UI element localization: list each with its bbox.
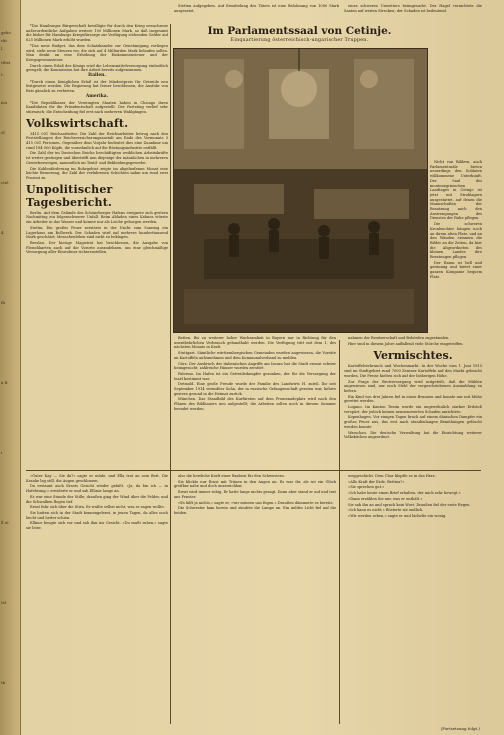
paragraph: Stetten aufgegeben. Auf Ermittelung des Täters ist eine Belohnung von 1000 Mark ausgesetzt. — [174, 4, 339, 13]
paragraph: eines schweren Unwetters heimgesucht. Der Hagel vernichtete die Saaten auf weiten Strecken; der Schaden ist bedeutend. — [344, 4, 482, 13]
column-photo-caption — [430, 160, 482, 335]
heading-vermischtes: Vermischtes. — [373, 349, 453, 363]
paragraph: Ellinor beugte sich vor und sah ihm ins Gesicht. »Du mußt ruhen,« sagte sie leise. — [26, 521, 168, 531]
paragraph: Palermo. Im Hafen ist ein Getreidedampfer gesunken, der für die Versorgung der Insel bestimmt war. — [174, 371, 336, 381]
paragraph: Berlin. Auf dem Gelände des Schöneberger Hafens ereignete sich gestern Nachmittag ein folgenschwerer Unfall. Beim Abladen eines Kahnes stürzte ein Arbeiter in das Wasser und konnte nur als Leiche geborgen werden. — [26, 210, 168, 225]
paragraph: nahmen der Besitzerschaft und Behörden zugestanden. — [348, 336, 450, 340]
paragraph: 3415 001 Reichsarbeiter. Die Zahl der Reichsarbeiter betrug nach den Feststellungen der Reichsversicherungsanstalt am Ende des Vormonats 3 415 001 Personen. Gegenüber dem Vorjahr bedeutet dies eine Zunahme um rund 184 000 Köpfe, die vornehmlich auf die Rüstungsindustrie entfällt. — [26, 131, 168, 150]
paragraph: Nicht von Bildern, auch Parlamentssäle bieten neuerdings den Soldaten willkommene Unterkunft. Der Saal des montenegrinischen Landtages in Cetinje ist jetzt mit Strohlagern ausgestattet, auf denen die Mannschaften der Besatzung nach den Anstrengungen des Dienstes der Ruhe pflegen. — [430, 160, 482, 221]
paragraph: Warschau. Die deutsche Verwaltung hat die Einrichtung weiterer Volksküchen angeordnet. — [344, 430, 482, 440]
section-heading: Italien. — [88, 73, 106, 79]
picture-caption-block — [174, 25, 425, 47]
paragraph: Durch einen Erlaß des Königs wird die Lebensmittelversorgung einheitlich geregelt; die Kommission hat ihre Arbeit bereits aufgenommen. — [26, 63, 168, 73]
paragraph: Es war eine Stunde der Stille; draußen ging der Wind über die Felder, und die Schwalben flogen tief. — [26, 494, 168, 504]
paragraph: Die Kohlenförderung im Ruhrgebiet zeigte im abgelaufenen Monat eine leichte Besserung; die Zahl der verfahrenen Schichten nahm um rund zwei Prozent zu. — [26, 166, 168, 180]
spine-fragment: ctel — [1, 180, 9, 185]
paragraph: »Guter Kay — Sie da?« sagte er müde, und Ella trat an sein Bett. Die Kranke lag still, die Augen geschlossen. — [26, 474, 168, 483]
paragraph: Der Raum ist hell und geräumig und bietet einer ganzen Kompanie bequem Platz. — [430, 260, 482, 279]
paragraph: Zur Frage der Brotversorgung wird mitgeteilt, daß die Mühlen angewiesen sind, nur noch Mehl der vorgeschriebenen Ausmahlung zu liefern. — [344, 379, 482, 393]
column-divider — [339, 340, 340, 724]
paragraph: Sie hatten sich in der Stadt kennengelernt, in jenen Tagen, da alles noch leicht und heiter schien. — [26, 510, 168, 520]
spine-fragment: gehe — [1, 30, 11, 35]
paragraph: Kopenhagen. Vor einigen Tagen brach auf einem dänischen Dampfer ein großes Feuer aus, das erst nach stundenlangen Bemühungen gelöscht werden konnte. — [344, 415, 482, 429]
column-top-mid — [174, 4, 339, 24]
spine-fragment: rkt — [1, 38, 7, 43]
spine-fragment: iiei — [1, 100, 8, 105]
spine-fragment: 4. — [1, 230, 5, 235]
story-column-3 — [344, 474, 482, 714]
heading-tagesbericht: Unpolitischer Tagesbericht. — [26, 182, 113, 209]
paragraph: Da erstaunt auch Ernsts Gesicht wieder gefaßt. »Ja, da bin ich — in Hafelwang,« erwiderte er und sah Ellinor lange an. — [26, 484, 168, 494]
picture-subtitle: Einquartierung österreichisch-ungarischer Truppen. — [230, 38, 369, 43]
paragraph: »Wir werden sehen,« sagte er und lächelte ein wenig. — [348, 513, 447, 518]
paragraph: Sie sah ihn an und sprach kein Wort. Draußen fiel der erste Regen. — [348, 502, 471, 507]
paragraph: Stettin. Ein großes Feuer zerstörte in der Nacht zum Sonntag ein Lagerhaus am Bollwerk. Der Schaden wird auf mehrere hunderttausend Mark geschätzt; Menschenleben sind nicht zu beklagen. — [26, 225, 168, 240]
paragraph: München. Das Standbild des Kurfürsten auf dem Promenadeplatz wird nach den Plänen des Bildhauers neu aufgestellt; die Arbeiten sollen noch in diesem Sommer beendet werden. — [174, 397, 336, 411]
spine-fragment: tk — [1, 680, 6, 685]
paragraph: Stuttgart. Sämtliche württembergischen Gemeinden wurden angewiesen, die Vorräte an Kartoffeln aufzunehmen und dem Kommunalverband zu melden. — [174, 351, 336, 360]
paragraph: »Sie sprechen gut.« — [348, 485, 385, 490]
spine-fragment: ll ei — [1, 520, 9, 525]
paragraph: »Es hilft ja nichts,« sagte er, »wir müssen uns fügen.« Draußen dämmerte es bereits. — [178, 500, 334, 505]
paragraph: Ernst fuhr sich über die Stirn. Er wußte selbst nicht, was er sagen wollte. — [30, 505, 165, 510]
paragraph: Sie blickte nur Ernst mit Tränen in den Augen an. Es war ihr, als sei ein Glück greifbar nahe und doch unerreichbar. — [174, 479, 336, 489]
spine-fragment: tsl — [1, 600, 6, 605]
paragraph: Breslau. Der hiesige Magistrat hat beschlossen, die Ausgabe von Fleischkarten auch auf die Vororte auszudehnen, um eine gleichmäßige Versorgung aller Einwohner sicherzustellen. — [26, 240, 168, 255]
paragraph: Lugano. Im Kanton Tessin wurde ein ungewöhnlich starker Erdstoß verspürt, der jedoch keinen nennenswerten Schaden anrichtete. — [344, 405, 482, 414]
paragraph: »Alle Kraft der Erde, Bettina?« — [348, 479, 405, 484]
paragraph: Görz. Der Ausbruch der italienischen Angriffe am Isonzo hat die Stadt erneut schwer heimgesucht; zahlreiche Häuser wurden zerstört. — [174, 361, 336, 371]
paragraph: Die Schwester kam herein und zündete die Lampe an. Ein mildes Licht fiel auf die beiden. — [174, 506, 336, 515]
picture-title: Im Parlamentssaal von Cetinje. — [207, 25, 392, 37]
spine-fragment: öl — [1, 130, 5, 135]
paragraph: Detmold. Eine große Freude wurde der Familie des Landwirts H. zuteil. Ihr seit September 1914 vermißter Sohn, der in russische Gefangenschaft geraten war, kehrte gestern gesund in die Heimat zurück. — [174, 382, 336, 396]
continued-note: (Fortsetzung folgt.) — [440, 726, 480, 731]
paragraph: »Ich kann es nicht,« flüsterte sie endlich. — [348, 508, 424, 513]
paragraph: *Die Republikaner der Vereinigten Staaten haben in Chicago ihren Kandidaten für die Präsidentschaft aufgestellt. Der Parteitag verlief sehr stürmisch; die Entscheidung fiel erst nach mehreren Wahlgängen. — [26, 100, 168, 114]
paragraph: Die schweren Kronleuchter hängen noch an ihrem alten Platz, und an den Wänden erinnern die Bilder an die Zeiten, da hier die Abgeordneten des kleinen Landes ihre Beratungen pflogen. — [430, 222, 482, 260]
story-column-2 — [174, 474, 336, 722]
paragraph: »Dann erzählen Sie mir, was er enthält.« — [348, 496, 423, 501]
binding-spine — [0, 0, 21, 735]
paragraph: *Die Hamburger Bürgerschaft bewilligte für durch den Krieg erwachsene außerordentliche Aufgaben weitere 100 Millionen Mark, so daß insgesamt die bisher für Hamburgs Kriegsfürsorge zur Verfügung stehenden Gelder auf 625 Millionen Mark erhöht wurden. — [26, 24, 168, 43]
parliament-hall-photo — [173, 48, 428, 333]
paragraph: Ernst wird immer ruhig. Er hatte lange nichts gesagt. Dann aber stand er auf und trat ans Fenster. — [174, 490, 336, 499]
column-top-right — [344, 4, 482, 24]
spine-fragment: i — [1, 450, 3, 455]
paragraph: weggeschickt. Dem Chor klopfte es in das Herz. — [348, 474, 436, 478]
spine-fragment: ttbei — [1, 60, 11, 65]
paragraph: Ein Kind von drei Jahren fiel in einen Brunnen und konnte nur mit Mühe gerettet werden. — [344, 394, 482, 404]
column-divider — [170, 24, 171, 724]
paragraph: *Durch einen königlichen Erlaß ist der Mindestpreis für Getreide neu festgesetzt worden. Die Regierung hat ferner beschlossen, die Ausfuhr von Reis gänzlich zu verbieten. — [26, 79, 168, 94]
column-lower-mid — [174, 336, 336, 466]
paragraph: also die herrliche Kraft einer Brabeut für den Schwestern. — [178, 474, 285, 478]
column-politics — [26, 24, 168, 490]
paragraph: Kartoffelverbrauch und Wochenmarkt. In der Woche vom 1. Juni 1915 sind im Stadtgebiet rund 7000 Zentner Kartoffeln auf den Markt gebracht worden. Die Preise hielten sich auf der bisherigen Höhe. — [344, 364, 482, 378]
paragraph: Die Zahl der im Deutschen Reiche beschäftigten weiblichen Arbeitskräfte ist weiter gestiegen und übertrifft nun diejenige der männlichen in mehreren Gewerbezweigen, namentlich im Textil- und Bekleidungsgewerbe. — [26, 151, 168, 165]
spine-fragment: l. — [1, 46, 4, 51]
paragraph: *Das neue Budget, das dem Schatzkanzler zur Genehmigung vorliegen wird, sieht neue Steuern vor, die sich auf 4 Milliarden Mark belaufen sollen. Man denkt an eine Erhöhung der Einkommensteuer und der Kriegsgewinnsteuer. — [26, 43, 168, 62]
section-heading: Amerika. — [85, 93, 109, 99]
paragraph: Hier sind in diesem Jahre auffallend viele Störche eingetroffen. — [348, 341, 464, 346]
column-lower-right — [344, 336, 482, 466]
spine-fragment: Ri — [1, 300, 6, 305]
photo-illustration — [174, 49, 427, 332]
spine-fragment: t. — [1, 72, 4, 77]
heading-volkswirtschaft: Volkswirtschaft. — [26, 116, 129, 130]
paragraph: »Ich habe heute einen Brief erhalten, der mich sehr bewegt.« — [348, 491, 461, 496]
paragraph: Betten. Bis zu weiterer hoher Wachsamkeit in Bayern nur in Richtung für den unentbehrlichen Verbrauch gehandhabt werden. Die Verfügung tritt mit dem 1. des nächsten Monats in Kraft. — [174, 336, 336, 350]
section-divider — [26, 470, 481, 471]
spine-fragment: a B — [1, 380, 8, 385]
story-column-1 — [26, 474, 168, 722]
